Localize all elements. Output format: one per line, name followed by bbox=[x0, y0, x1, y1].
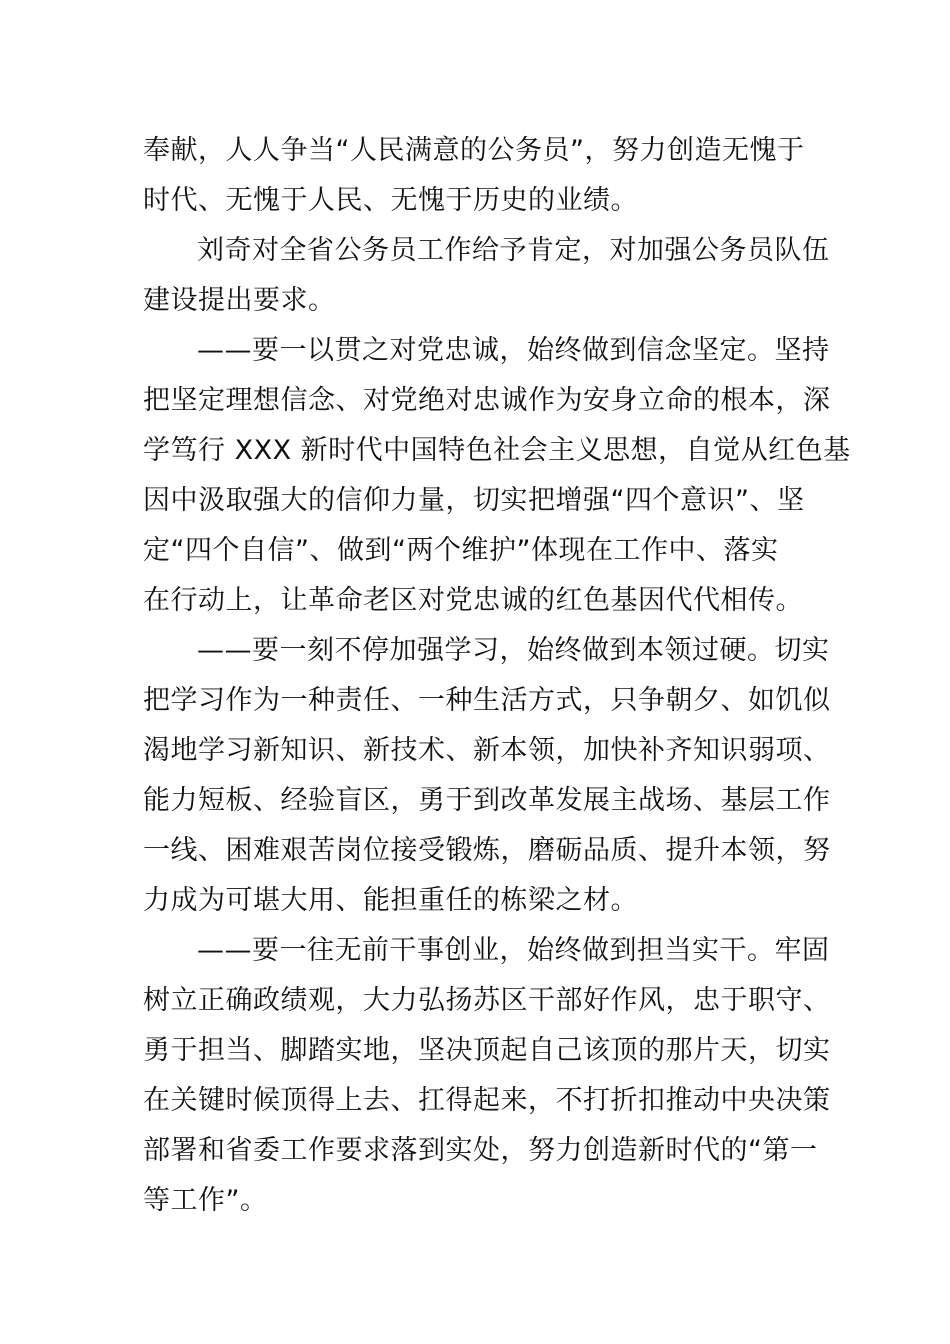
text-line: ——要一往无前干事创业，始终做到担当实干。牢固 bbox=[197, 935, 830, 966]
text-line: 把坚定理想信念、对党绝对忠诚作为安身立命的根本，深 bbox=[143, 385, 831, 416]
paragraph-1 bbox=[143, 126, 807, 226]
text-line: 定“四个自信”、做到“两个维护”体现在工作中、落实 bbox=[143, 535, 779, 566]
document-body bbox=[143, 126, 851, 1226]
paragraph-2 bbox=[143, 226, 830, 326]
text-line: 奉献，人人争当“人民满意的公务员”，努力创造无愧于 bbox=[143, 135, 805, 166]
text-line: 勇于担当、脚踏实地，坚决顶起自己该顶的那片天，切实 bbox=[143, 1035, 831, 1066]
paragraph-3 bbox=[143, 326, 851, 626]
text-line: 学笃行 XXX 新时代中国特色社会主义思想，自觉从红色基 bbox=[143, 435, 851, 466]
text-line: ——要一以贯之对党忠诚，始终做到信念坚定。坚持 bbox=[197, 335, 830, 366]
text-line: 刘奇对全省公务员工作给予肯定，对加强公务员队伍 bbox=[197, 235, 830, 266]
text-line: 在行动上，让革命老区对党忠诚的红色基因代代相传。 bbox=[143, 585, 803, 616]
text-line: 一线、困难艰苦岗位接受锻炼，磨砺品质、提升本领，努 bbox=[143, 835, 831, 866]
text-line: 树立正确政绩观，大力弘扬苏区干部好作风，忠于职守、 bbox=[143, 985, 831, 1016]
text-line: 力成为可堪大用、能担重任的栋梁之材。 bbox=[143, 885, 638, 916]
text-line: 在关键时候顶得上去、扛得起来，不打折扣推动中央决策 bbox=[143, 1085, 831, 1116]
text-line: 等工作”。 bbox=[143, 1185, 268, 1216]
paragraph-4 bbox=[143, 626, 831, 926]
text-line: ——要一刻不停加强学习，始终做到本领过硬。切实 bbox=[197, 635, 830, 666]
text-line: 能力短板、经验盲区，勇于到改革发展主战场、基层工作 bbox=[143, 785, 831, 816]
text-line: 建设提出要求。 bbox=[143, 285, 336, 316]
text-line: 把学习作为一种责任、一种生活方式，只争朝夕、如饥似 bbox=[143, 685, 831, 716]
text-line: 因中汲取强大的信仰力量，切实把增强“四个意识”、坚 bbox=[143, 485, 805, 516]
text-line: 渴地学习新知识、新技术、新本领，加快补齐知识弱项、 bbox=[143, 735, 831, 766]
text-line: 部署和省委工作要求落到实处，努力创造新时代的“第一 bbox=[143, 1135, 818, 1166]
text-line: 时代、无愧于人民、无愧于历史的业绩。 bbox=[143, 185, 638, 216]
paragraph-5 bbox=[143, 926, 831, 1226]
